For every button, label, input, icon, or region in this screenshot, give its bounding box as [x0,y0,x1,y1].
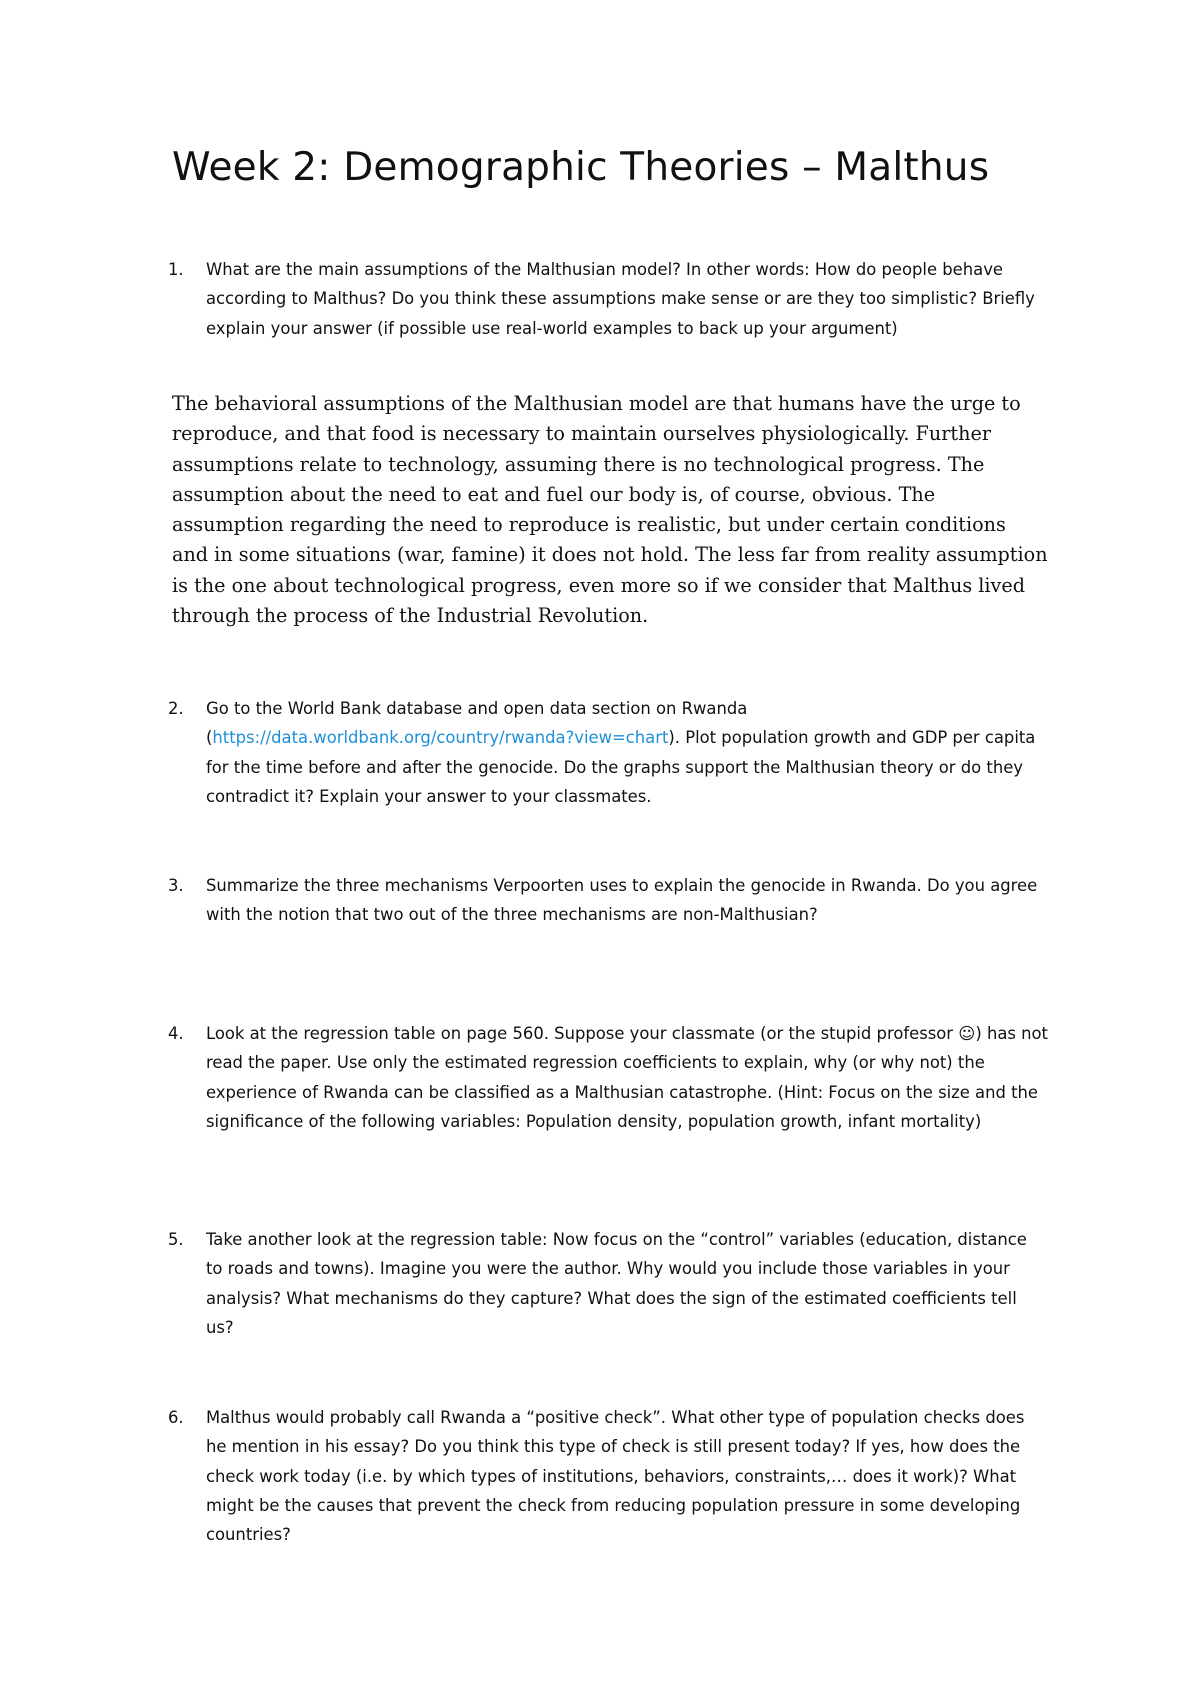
question-number: 3. [168,876,184,895]
question-text: What are the main assumptions of the Malthusian model? In other words: How do people behave according to Malthus? Do you think these assumptions make sense or are they too simplistic? Briefly explain your answer (if possible use real-world examples to back up your argument) [206,260,1035,338]
question-4 [168,1019,1048,1136]
question-number: 5. [168,1230,184,1249]
question-text-part: ) has not read the paper. Use only the estimated regression coefficients to explain, why (or why not) the experience of Rwanda can be classified as a Malthusian catastrophe. (Hint: Focus on the size and the significance of the following variables: Population density, population growth, infant mortality) [206,1024,1048,1131]
question-text: Malthus would probably call Rwanda a “positive check”. What other type of population checks does he mention in his essay? Do you think this type of check is still present today? If yes, how does the check work today (i.e. by which types of institutions, behaviors, constraints,… does it work)? What might be the causes that prevent the check from reducing population pressure in some developing countries? [206,1408,1025,1545]
question-text-part: Look at the regression table on page 560. Suppose your classmate (or the stupid professor [206,1024,959,1043]
question-text [206,1019,1048,1136]
question-6 [168,1403,1048,1549]
question-1 [168,255,1048,343]
question-text: Take another look at the regression table: Now focus on the “control” variables (education, distance to roads and towns). Imagine you were the author. Why would you include those variables in your analysis? What mechanisms do they capture? What does the sign of the estimated coefficients tell us? [206,1230,1027,1337]
question-text-part: Go to the World Bank database and open data section on Rwanda ( [206,699,748,748]
question-text [206,694,1048,811]
question-5 [168,1225,1048,1342]
question-number: 6. [168,1408,184,1427]
question-text: Summarize the three mechanisms Verpoorten uses to explain the genocide in Rwanda. Do you agree with the notion that two out of the three mechanisms are non-Malthusian? [206,876,1038,925]
question-number: 4. [168,1024,184,1043]
answer-paragraph: The behavioral assumptions of the Malthusian model are that humans have the urge to reproduce, and that food is necessary to maintain ourselves physiologically. Further assumptions relate to technology, assuming there is no technological progress. The assumption about the need to eat and fuel our body is, of course, obvious. The assumption regarding the need to reproduce is realistic, but under certain conditions and in some situations (war, famine) it does not hold. The less far from reality assumption is the one about technological progress, even more so if we consider that Malthus lived through the process of the Industrial Revolution. [172,392,1048,628]
question-3 [168,871,1048,930]
question-number: 2. [168,699,184,718]
smiley-icon: ☺ [958,1024,976,1043]
question-2 [168,694,1048,811]
document-title: Week 2: Demographic Theories – Malthus [172,145,990,190]
question-number: 1. [168,260,184,279]
question-text-part: ). Plot population growth and GDP per capita for the time before and after the genocide. Do the graphs support the Malthusian theory or do they contradict it? Explain your answer to your classmates. [206,728,1036,806]
worldbank-link[interactable]: https://data.worldbank.org/country/rwanda?view=chart [212,728,669,748]
